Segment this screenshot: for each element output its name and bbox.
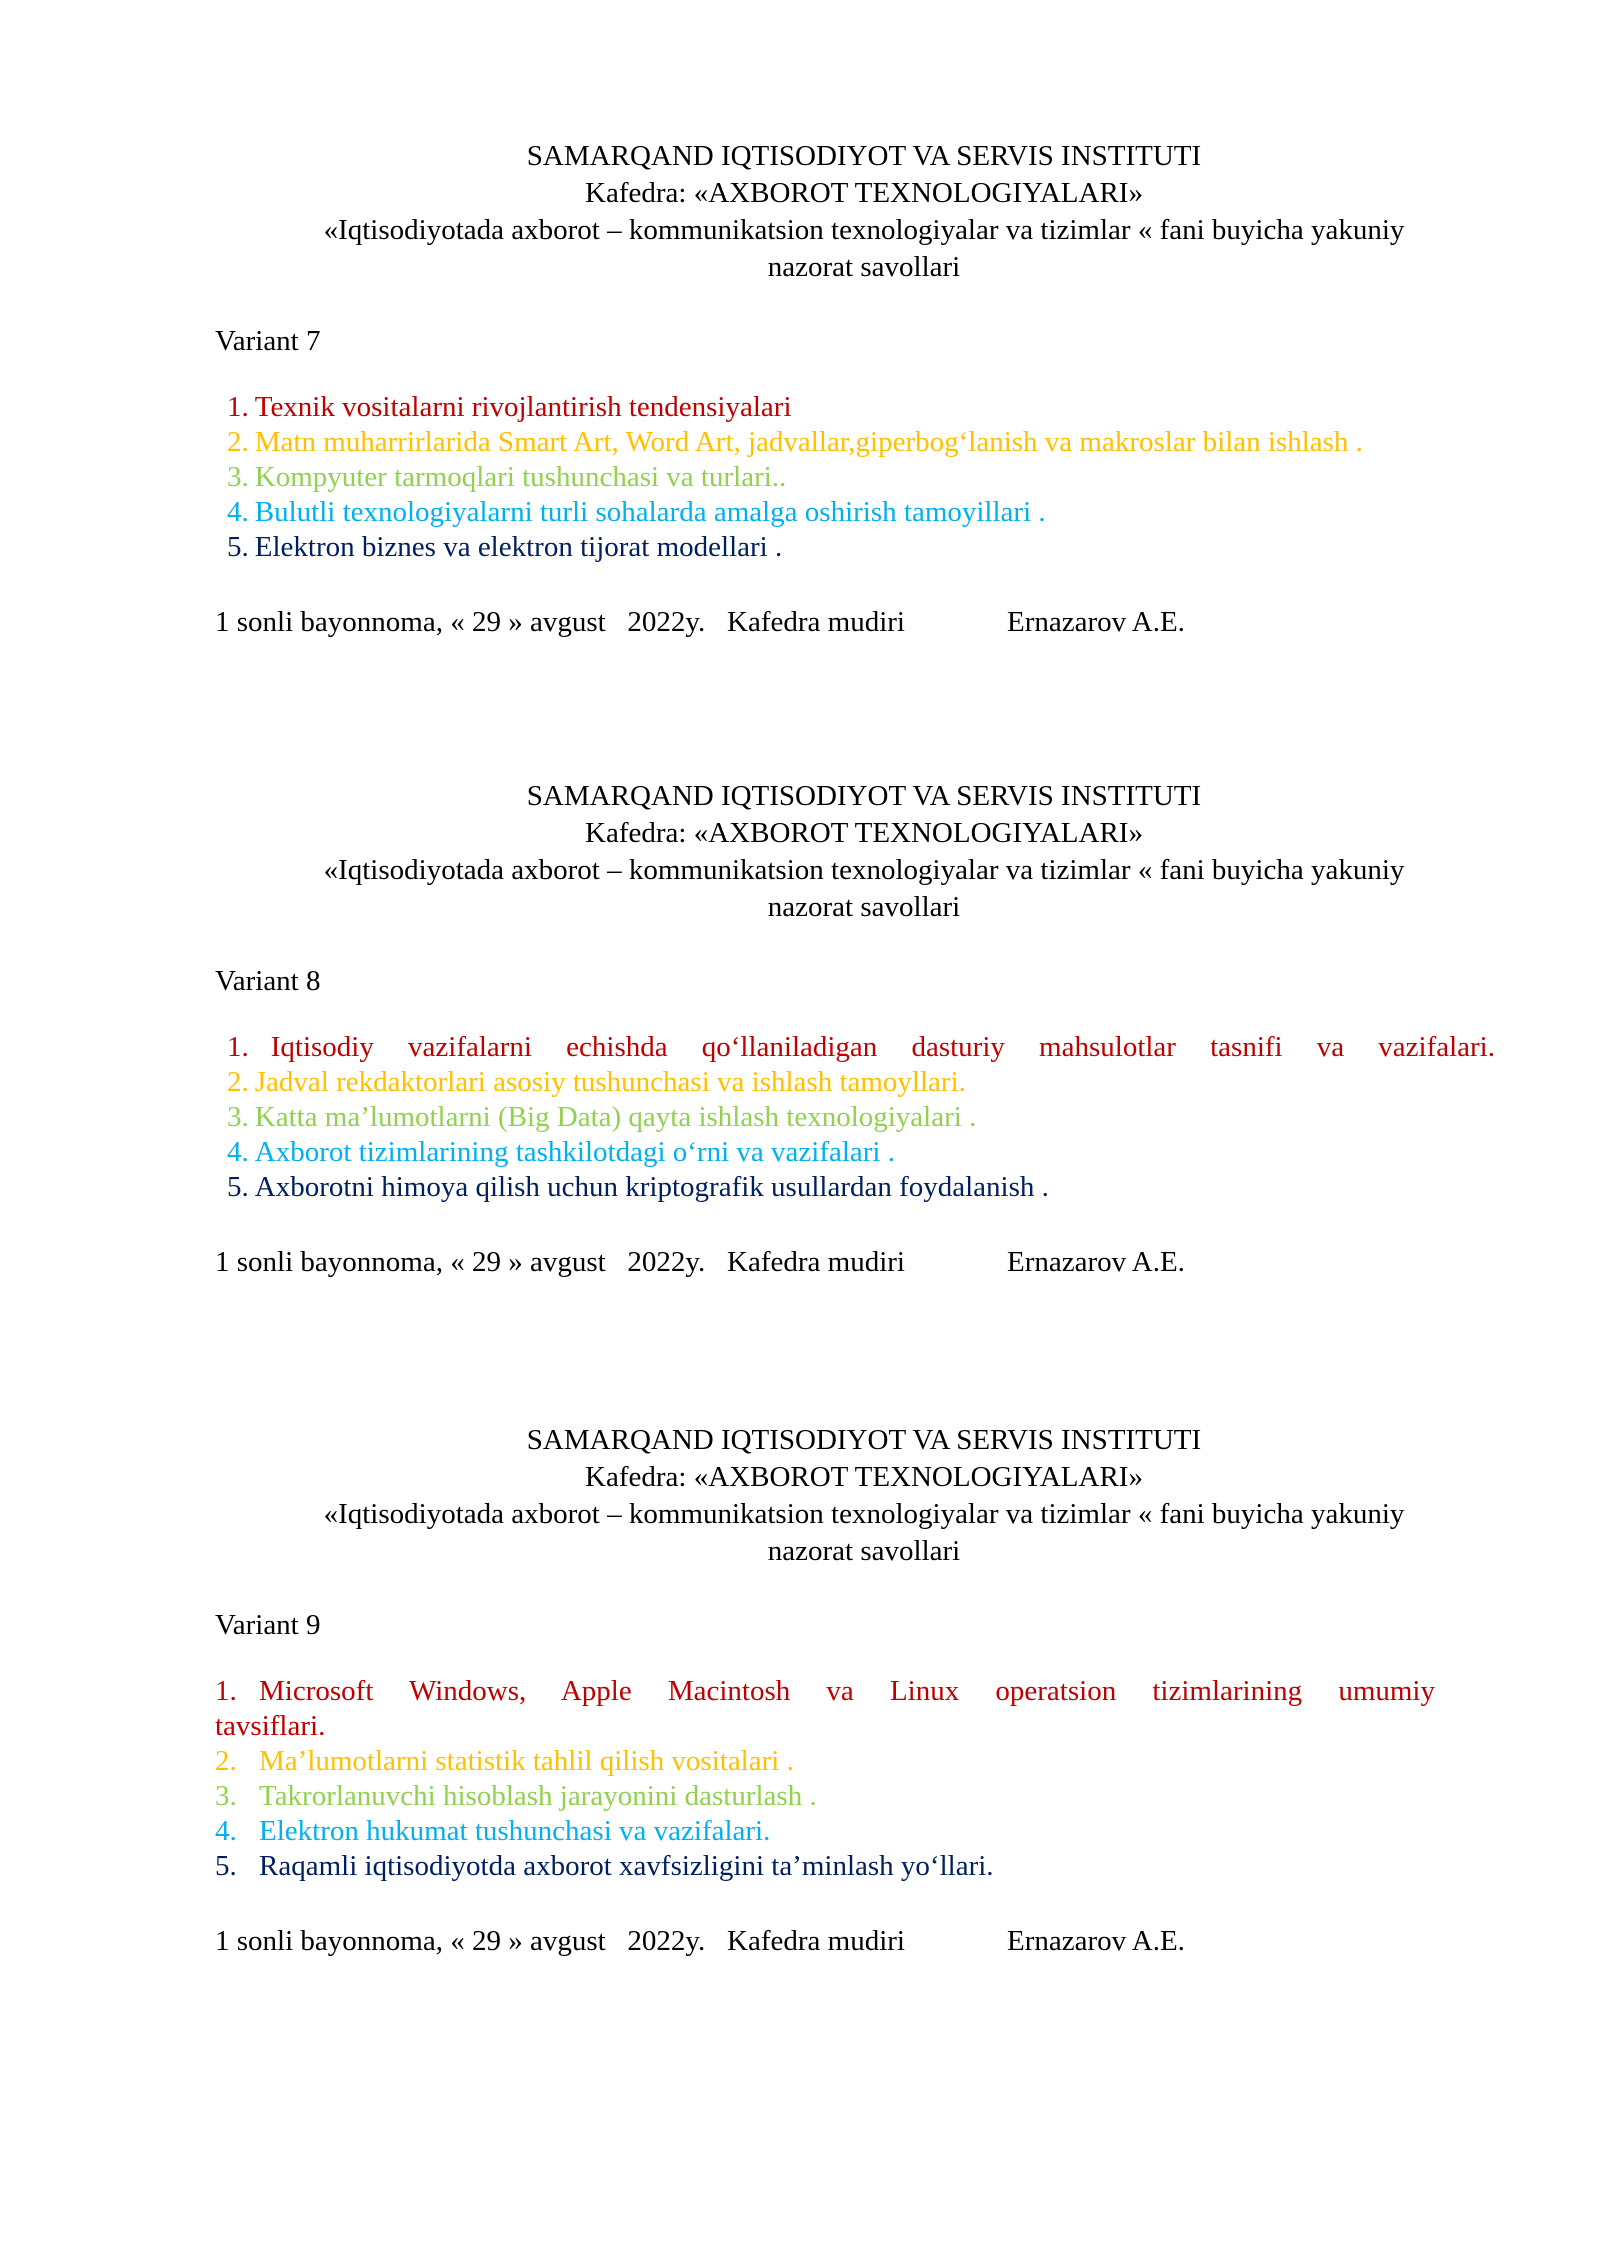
question-text: Katta ma’lumotlarni (Big Data) qayta ishlash texnologiyalari . [254,1101,977,1133]
course-title-line1: «Iqtisodiyotada axborot – kommunikatsion texnologiyalar va tizimlar « fani buyicha yakuniy [323,1498,1405,1530]
course-title-line1: «Iqtisodiyotada axborot – kommunikatsion texnologiyalar va tizimlar « fani buyicha yakuniy [323,214,1405,246]
question-text: Microsoft Windows, Apple Macintosh va Linux operatsion tizimlarining umumiy [259,1675,1435,1707]
variant-block-8 [215,778,1495,1280]
question-number: 2. [227,1066,249,1098]
course-title-line2: nazorat savollari [767,891,961,923]
question-text: Ma’lumotlarni statistik tahlil qilish vositalari . [259,1745,794,1777]
question-number: 5. [227,531,249,563]
question-number: 1. [227,1031,249,1063]
signature-line [215,1923,1495,1959]
kafedra-name: Kafedra: «AXBOROT TEXNOLOGIYALARI» [585,177,1143,209]
protocol-text: 1 sonli bayonnoma, « 29 » avgust 2022y. Kafedra mudiri [215,606,905,638]
course-title-line2: nazorat savollari [767,251,961,283]
question-item [215,1779,1495,1814]
question-text: Bulutli texnologiyalarni turli sohalarda amalga oshirish tamoyillari . [254,496,1046,528]
question-number: 3. [215,1780,237,1812]
institute-name: SAMARQAND IQTISODIYOT VA SERVIS INSTITUTI [526,780,1202,812]
question-item [215,1674,1495,1744]
question-number: 3. [227,461,249,493]
signer-name: Ernazarov A.E. [1006,1246,1185,1278]
question-item [227,1065,1495,1100]
question-number: 5. [215,1850,237,1882]
course-title-line1: «Iqtisodiyotada axborot – kommunikatsion texnologiyalar va tizimlar « fani buyicha yakuniy [323,854,1405,886]
kafedra-name: Kafedra: «AXBOROT TEXNOLOGIYALARI» [585,1461,1143,1493]
question-text: Raqamli iqtisodiyotda axborot xavfsizligini ta’minlash yo‘llari. [259,1850,994,1882]
question-list [215,390,1495,565]
question-item [215,1849,1495,1884]
document-header [215,1422,1495,1570]
question-text: Matn muharrirlarida Smart Art, Word Art, jadvallar,giperbog‘lanish va makroslar bilan ishlash . [254,426,1363,458]
question-item [227,1170,1495,1205]
question-item [227,495,1495,530]
question-number: 5. [227,1171,249,1203]
signer-name: Ernazarov A.E. [1006,1925,1185,1957]
question-text: Iqtisodiy vazifalarni echishda qo‘llaniladigan dasturiy mahsulotlar tasnifi va vazifalari. [270,1031,1495,1063]
question-number: 2. [227,426,249,458]
question-item [227,1030,1495,1065]
institute-name: SAMARQAND IQTISODIYOT VA SERVIS INSTITUTI [526,140,1202,172]
variant-title: Variant 9 [215,1609,321,1641]
variant-title: Variant 8 [215,965,321,997]
variant-block-9 [215,1422,1495,1959]
question-item [215,1814,1495,1849]
variant-block-7 [215,138,1495,640]
question-item [227,390,1495,425]
question-number: 4. [227,496,249,528]
question-text: Jadval rekdaktorlari asosiy tushunchasi va ishlash tamoyllari. [254,1066,966,1098]
question-number: 1. [215,1675,237,1707]
question-item [227,1135,1495,1170]
question-item [227,1100,1495,1135]
question-number: 4. [227,1136,249,1168]
question-item [227,425,1495,460]
question-number: 4. [215,1815,237,1847]
course-title-line2: nazorat savollari [767,1535,961,1567]
question-list [215,1030,1495,1205]
question-text: Takrorlanuvchi hisoblash jarayonini dasturlash . [259,1780,817,1812]
protocol-text: 1 sonli bayonnoma, « 29 » avgust 2022y. Kafedra mudiri [215,1246,905,1278]
question-text: Kompyuter tarmoqlari tushunchasi va turlari.. [254,461,787,493]
question-text: Axborotni himoya qilish uchun kriptografik usullardan foydalanish . [254,1171,1049,1203]
question-text: Axborot tizimlarining tashkilotdagi o‘rni va vazifalari . [254,1136,895,1168]
question-item [215,1744,1495,1779]
question-item [227,460,1495,495]
kafedra-name: Kafedra: «AXBOROT TEXNOLOGIYALARI» [585,817,1143,849]
protocol-text: 1 sonli bayonnoma, « 29 » avgust 2022y. Kafedra mudiri [215,1925,905,1957]
question-number: 3. [227,1101,249,1133]
question-number: 1. [227,391,249,423]
question-number: 2. [215,1745,237,1777]
signature-line [215,1244,1495,1280]
question-text: Texnik vositalarni rivojlantirish tendensiyalari [254,391,792,423]
question-item [227,530,1495,565]
question-text: Elektron hukumat tushunchasi va vazifalari. [259,1815,771,1847]
signature-line [215,604,1495,640]
document-header [215,138,1495,286]
question-list [215,1674,1495,1884]
question-text: Elektron biznes va elektron tijorat modellari . [254,531,783,563]
institute-name: SAMARQAND IQTISODIYOT VA SERVIS INSTITUTI [526,1424,1202,1456]
variant-title: Variant 7 [215,325,321,357]
question-text-continued: tavsiflari. [215,1710,326,1742]
document-header [215,778,1495,926]
signer-name: Ernazarov A.E. [1006,606,1185,638]
